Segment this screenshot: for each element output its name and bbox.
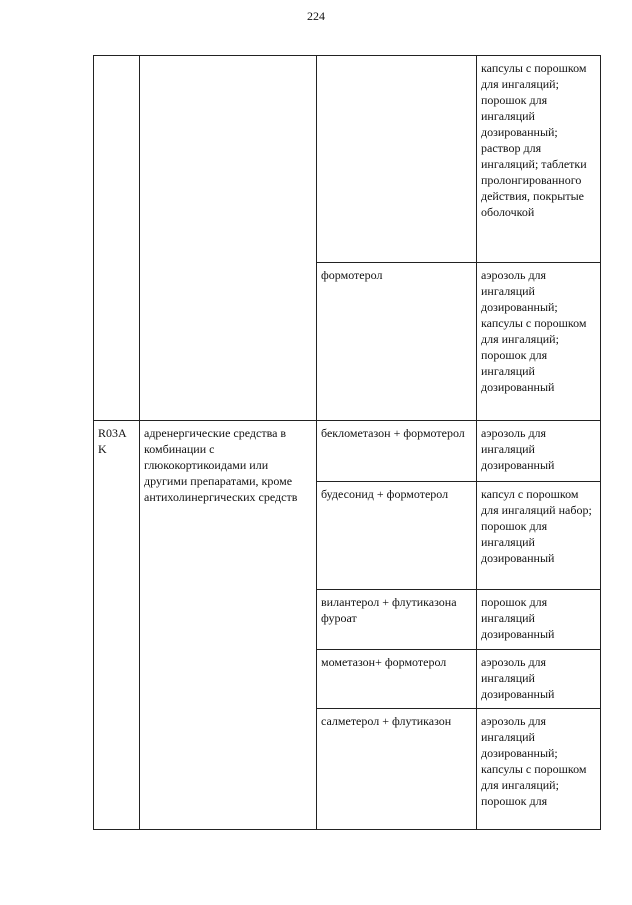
- dosage-form-cell: аэрозоль для ингаляций дозированный: [477, 650, 601, 709]
- drug-name-cell: вилантерол + флутиказона фуроат: [317, 590, 477, 650]
- dosage-form-cell: аэрозоль для ингаляций дозированный: [477, 421, 601, 482]
- drug-table: [93, 55, 601, 830]
- drug-name-cell: салметерол + флутиказон: [317, 709, 477, 830]
- drug-name-cell: формотерол: [317, 263, 477, 421]
- dosage-form-cell: порошок для ингаляций дозированный: [477, 590, 601, 650]
- group-name-cell: адренергические средства в комбинации с глюкокортикоидами или другими препаратами, кроме антихолинергических средств: [140, 421, 317, 830]
- table-row: [94, 421, 601, 482]
- drug-name-cell: мометазон+ формотерол: [317, 650, 477, 709]
- drug-name-cell: будесонид + формотерол: [317, 482, 477, 590]
- dosage-form-cell: капсул с порошком для ингаляций набор; порошок для ингаляций дозированный: [477, 482, 601, 590]
- dosage-form-cell: капсулы с порошком для ингаляций; порошок для ингаляций дозированный; раствор для ингаляций; таблетки пролонгированного действия, покрытые оболочкой: [477, 56, 601, 263]
- dosage-form-cell: аэрозоль для ингаляций дозированный; капсулы с порошком для ингаляций; порошок для ингаляций дозированный: [477, 263, 601, 421]
- dosage-form-cell: аэрозоль для ингаляций дозированный; капсулы с порошком для ингаляций; порошок для: [477, 709, 601, 830]
- page-number: 224: [307, 9, 325, 23]
- group-name-cell: [140, 56, 317, 421]
- table-row: [94, 56, 601, 263]
- atc-code-cell: R03AK: [94, 421, 140, 830]
- drug-name-cell: беклометазон + формотерол: [317, 421, 477, 482]
- atc-code-cell: [94, 56, 140, 421]
- drug-name-cell: [317, 56, 477, 263]
